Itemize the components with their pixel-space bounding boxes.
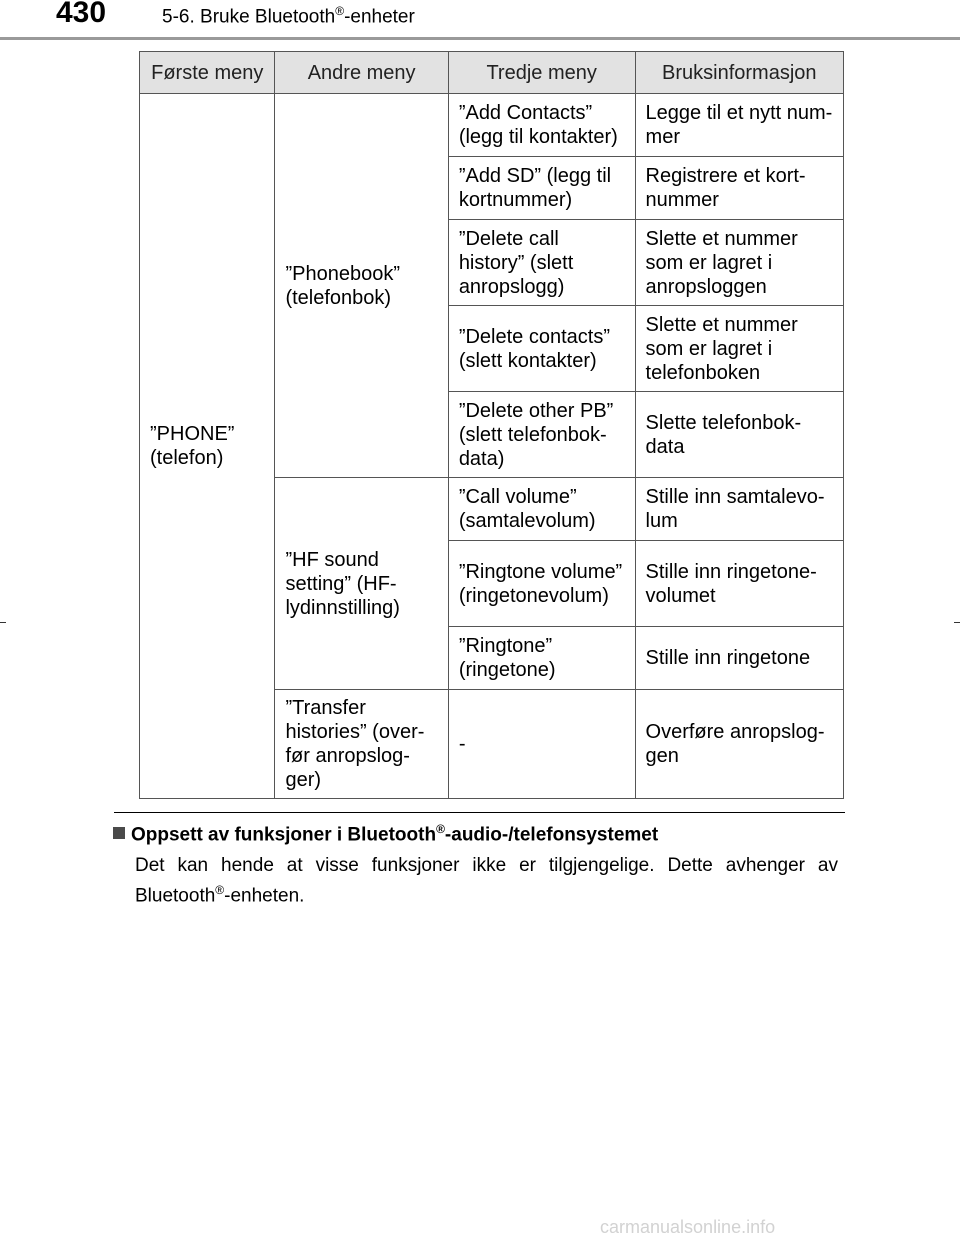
third-menu-cell: ”Delete call history” (slett anropslogg)	[448, 220, 635, 306]
section-header	[162, 4, 415, 28]
info-cell: Slette et nummer som er lagret i telefonboken	[635, 306, 843, 392]
third-menu-cell: -	[448, 690, 635, 799]
third-menu-cell: ”Call volume” (samtalevolum)	[448, 478, 635, 541]
third-menu-cell: ”Add SD” (legg til kortnummer)	[448, 157, 635, 220]
registered-mark: ®	[436, 822, 445, 836]
column-header-first-menu: Første meny	[140, 52, 275, 94]
info-cell: Stille inn ringetone	[635, 627, 843, 690]
second-menu-cell: ”Transfer histories” (over- før anropslog- ger)	[275, 690, 448, 799]
header-rule	[0, 37, 960, 40]
body-text-main: Det kan hende at visse funksjoner ikke er tilgjengelige. Dette avhenger av Bluetooth	[135, 855, 838, 907]
page-number: 430	[56, 0, 107, 29]
table-row	[140, 94, 844, 157]
column-header-usage-info: Bruksinformasjon	[635, 52, 843, 94]
registered-mark: ®	[215, 883, 225, 897]
body-text-end: -enheten.	[224, 885, 305, 907]
column-header-second-menu: Andre meny	[275, 52, 448, 94]
body-paragraph	[135, 854, 838, 908]
crop-mark-right	[954, 622, 960, 623]
third-menu-cell: ”Delete contacts” (slett kontakter)	[448, 306, 635, 392]
section-title: 5-6. Bruke Bluetooth	[162, 6, 336, 28]
separator-rule	[114, 812, 845, 813]
table-header-row	[140, 52, 844, 94]
registered-mark: ®	[335, 4, 345, 18]
bullet-square-icon	[113, 827, 125, 839]
info-cell: Stille inn samtalevo- lum	[635, 478, 843, 541]
subsection-title: Oppsett av funksjoner i Bluetooth	[131, 824, 437, 846]
menu-table	[139, 51, 844, 799]
first-menu-cell: ”PHONE” (telefon)	[140, 94, 275, 799]
crop-mark-left	[0, 622, 6, 623]
third-menu-cell: ”Delete other PB” (slett telefonbok- data)	[448, 392, 635, 478]
info-cell: Overføre anropslog- gen	[635, 690, 843, 799]
info-cell: Registrere et kort- nummer	[635, 157, 843, 220]
subsection-heading	[113, 822, 658, 846]
subsection-title-suffix: -audio-/telefonsystemet	[444, 824, 659, 846]
watermark: carmanualsonline.info	[600, 1217, 776, 1237]
second-menu-cell: ”Phonebook” (telefonbok)	[275, 94, 448, 478]
section-title-suffix: -enheter	[344, 6, 415, 28]
info-cell: Legge til et nytt num- mer	[635, 94, 843, 157]
info-cell: Slette et nummer som er lagret i anropsloggen	[635, 220, 843, 306]
third-menu-cell: ”Add Contacts” (legg til kontakter)	[448, 94, 635, 157]
third-menu-cell: ”Ringtone volume” (ringetonevolum)	[448, 541, 635, 627]
column-header-third-menu: Tredje meny	[448, 52, 635, 94]
third-menu-cell: ”Ringtone” (ringetone)	[448, 627, 635, 690]
info-cell: Stille inn ringetone- volumet	[635, 541, 843, 627]
second-menu-cell: ”HF sound setting” (HF- lydinnstilling)	[275, 478, 448, 690]
info-cell: Slette telefonbok- data	[635, 392, 843, 478]
